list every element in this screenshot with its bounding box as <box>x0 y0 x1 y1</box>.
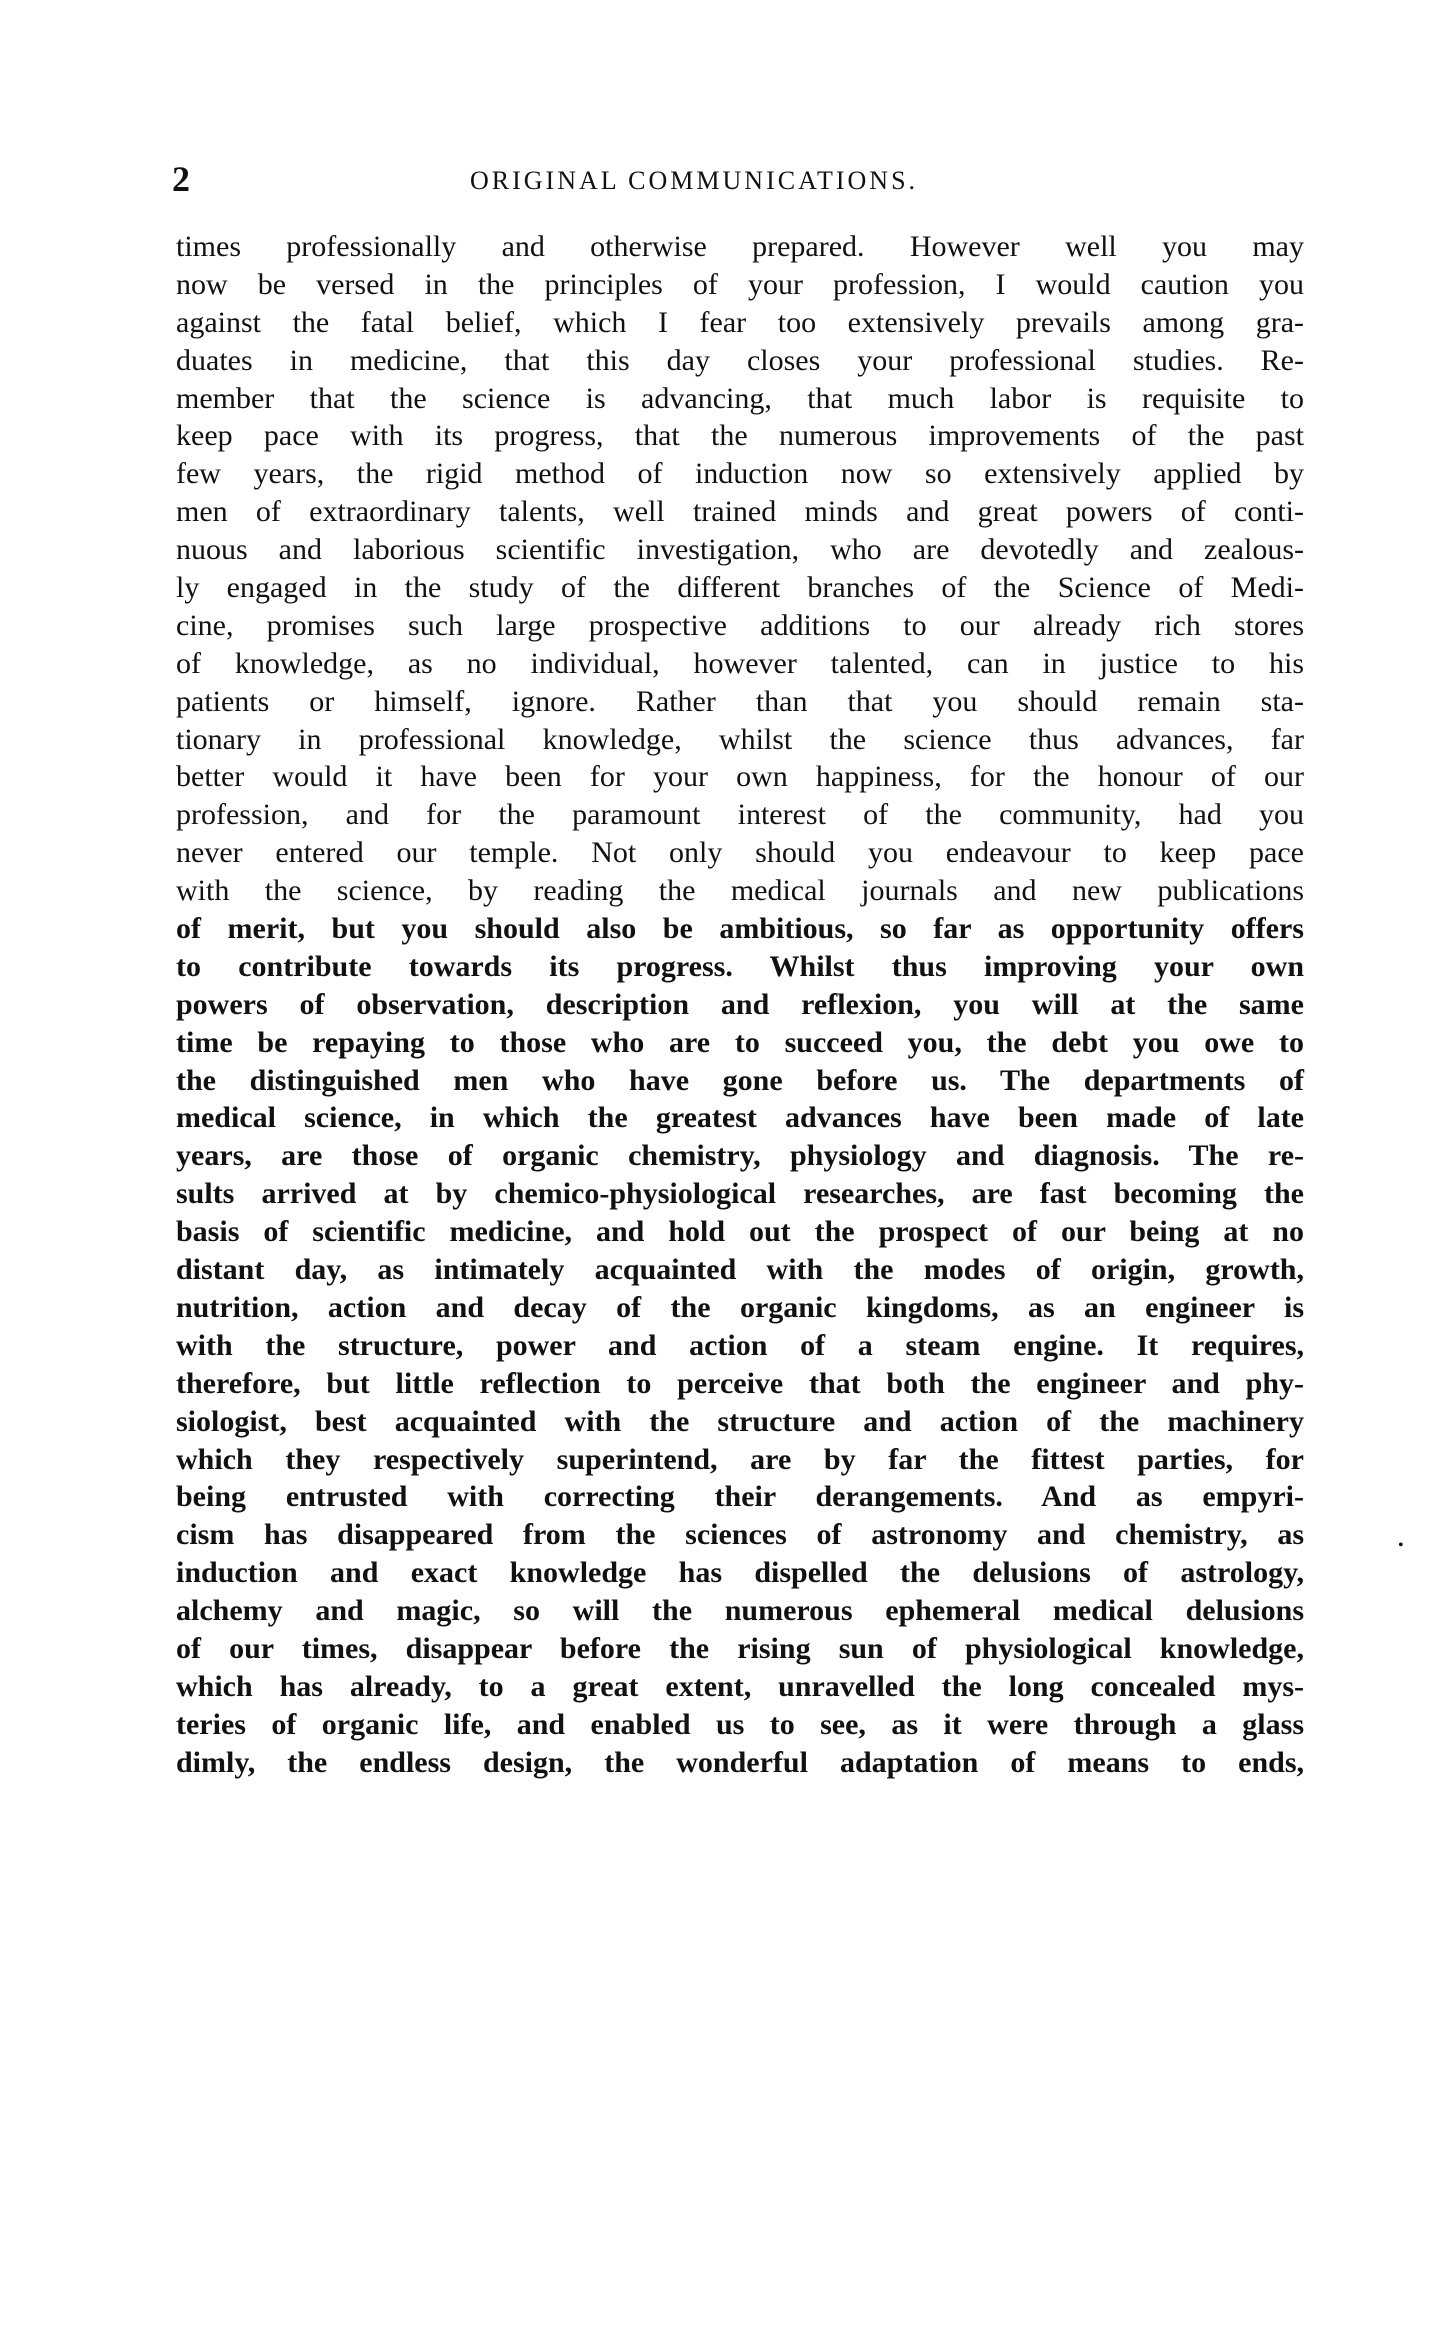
text-line: years, are those of organic chemistry, physiology and diagnosis. The re- <box>176 1139 1304 1173</box>
text-line: with the structure, power and action of a steam engine. It requires, <box>176 1328 1304 1362</box>
text-line: medical science, in which the greatest advances have been made of late <box>176 1101 1304 1135</box>
text-line: which has already, to a great extent, unravelled the long concealed mys- <box>176 1669 1304 1703</box>
text-line: alchemy and magic, so will the numerous ephemeral medical delusions <box>176 1594 1304 1628</box>
text-line: sults arrived at by chemico-physiological researches, are fast becoming the <box>176 1177 1304 1211</box>
margin-mark: • <box>1398 1537 1404 1554</box>
text-line: keep pace with its progress, that the numerous improvements of the past <box>176 419 1304 453</box>
text-line: member that the science is advancing, that much labor is requisite to <box>176 381 1304 415</box>
text-line: of merit, but you should also be ambitious, so far as opportunity offers <box>176 912 1304 946</box>
text-line: times professionally and otherwise prepared. However well you may <box>176 230 1304 263</box>
text-line: teries of organic life, and enabled us to see, as it were through a glass <box>176 1707 1304 1741</box>
text-line: profession, and for the paramount interest of the community, had you <box>176 798 1304 832</box>
text-line: induction and exact knowledge has dispelled the delusions of astrology, <box>176 1556 1304 1590</box>
text-line: ly engaged in the study of the different branches of the Science of Medi- <box>176 571 1304 605</box>
text-line: cine, promises such large prospective additions to our already rich stores <box>176 608 1304 642</box>
text-line: therefore, but little reflection to perceive that both the engineer and phy- <box>176 1366 1304 1400</box>
text-line: nutrition, action and decay of the organic kingdoms, as an engineer is <box>176 1290 1304 1324</box>
page-header <box>172 158 1307 208</box>
text-line: time be repaying to those who are to succeed you, the debt you owe to <box>176 1025 1304 1059</box>
text-line: with the science, by reading the medical journals and new publications <box>176 874 1304 908</box>
page-number: 2 <box>172 159 190 199</box>
text-line: of our times, disappear before the rising sun of physiological knowledge, <box>176 1631 1304 1665</box>
text-line: cism has disappeared from the sciences of astronomy and chemistry, as <box>176 1518 1304 1552</box>
text-line: few years, the rigid method of induction now so extensively applied by <box>176 457 1304 491</box>
text-line: dimly, the endless design, the wonderful adaptation of means to ends, <box>176 1745 1304 1779</box>
text-line: basis of scientific medicine, and hold out the prospect of our being at no <box>176 1215 1304 1249</box>
text-line: being entrusted with correcting their derangements. And as empyri- <box>176 1480 1304 1514</box>
text-line: nuous and laborious scientific investigation, who are devotedly and zealous- <box>176 533 1304 567</box>
text-line: distant day, as intimately acquainted with the modes of origin, growth, <box>176 1253 1304 1287</box>
text-line: now be versed in the principles of your profession, I would caution you <box>176 267 1304 301</box>
text-line: to contribute towards its progress. Whilst thus improving your own <box>176 949 1304 983</box>
text-line: tionary in professional knowledge, whilst the science thus advances, far <box>176 722 1304 756</box>
text-line: patients or himself, ignore. Rather than that you should remain sta- <box>176 684 1304 718</box>
body-text <box>176 228 1304 1782</box>
text-line: better would it have been for your own happiness, for the honour of our <box>176 760 1304 794</box>
running-head: ORIGINAL COMMUNICATIONS. <box>470 166 919 195</box>
text-line: powers of observation, description and reflexion, you will at the same <box>176 987 1304 1021</box>
text-line: never entered our temple. Not only should you endeavour to keep pace <box>176 836 1304 870</box>
text-line: against the fatal belief, which I fear too extensively prevails among gra- <box>176 305 1304 339</box>
text-line: which they respectively superintend, are by far the fittest parties, for <box>176 1442 1304 1476</box>
text-line: duates in medicine, that this day closes your professional studies. Re- <box>176 343 1304 377</box>
text-line: of knowledge, as no individual, however talented, can in justice to his <box>176 646 1304 680</box>
text-line: the distinguished men who have gone before us. The departments of <box>176 1063 1304 1097</box>
text-line: men of extraordinary talents, well trained minds and great powers of conti- <box>176 495 1304 529</box>
text-line: siologist, best acquainted with the structure and action of the machinery <box>176 1404 1304 1438</box>
